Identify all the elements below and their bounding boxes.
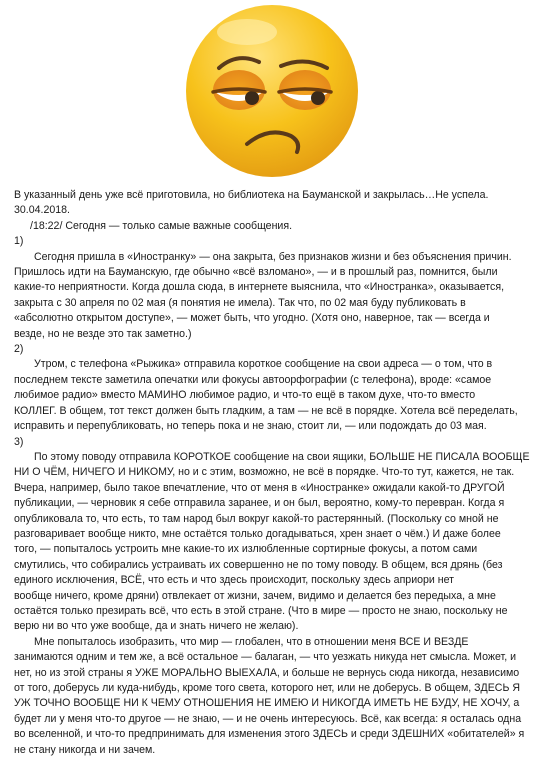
text-line: По этому поводу отправила КОРОТКОЕ сообщение на свои ящики, БОЛЬШЕ НЕ ПИСАЛА ВООБЩЕ — [34, 450, 530, 463]
text-line: опубликовала то, что есть, то там народ был вокруг какой-то растерянный. (Поскольку со мной не — [14, 512, 499, 525]
text-line: того, — попыталось устроить мне какие-то их излюбленные сортирные фокусы, а потом сами — [14, 543, 478, 556]
skeptical-emoji-icon — [177, 2, 367, 180]
text-line: вообще ничего, кроме дряни) отвлекает от жизни, зачем, видимо и делается без передыха, а мне — [14, 589, 496, 602]
text-line: не стану никогда и ни зачем. — [14, 743, 156, 756]
text-line: нет, но из этой страны я УЖЕ МОРАЛЬНО ВЫЕХАЛА, и больше не вернусь сюда никогда, независимо — [14, 666, 520, 679]
right-iris — [311, 91, 325, 105]
section-header: /18:22/ Сегодня — только самые важные сообщения. — [30, 219, 293, 232]
item-number-3: 3) — [14, 435, 24, 448]
text-line: верю ни во что уже вообще, да и знать ничего не желаю). — [14, 620, 299, 633]
text-line: будет ли у меня что-то другое — не знаю, — и не очень интересуюсь. Всё, как всегда: я осталась одна — [14, 712, 522, 725]
text-line: Утром, с телефона «Рыжика» отправила короткое сообщение на свои адреса — о том, что в — [34, 358, 493, 371]
text-line: везде, но не везде это так заметно.) — [14, 327, 192, 340]
paragraph-1 — [14, 250, 538, 342]
item-number-2: 2) — [14, 343, 24, 356]
text-line: КОЛЛЕГ. В общем, тот текст должен быть гладким, а там — не всё в порядке. Хотела всё переделать, — [14, 404, 518, 417]
text-line: во вселенной, и что-то предпринимать для изменения этого ЗДЕСЬ и среди ЗДЕШНИХ «обитателей» я — [14, 728, 525, 741]
paragraph-4 — [14, 635, 538, 758]
text-line: последнем тексте заметила опечатки или фокусы автоорфографии (с телефона), вроде: «самое — [14, 373, 492, 386]
item-number-1: 1) — [14, 235, 24, 248]
text-line: занимаются одним и тем же, а всё остальное — балаган, — что уезжать никуда нет смысла. Может, и — [14, 651, 517, 664]
text-line: смутились, что собирались устраивать их совершенно не по тому поводу. В общем, вся дрянь (без — [14, 558, 503, 571]
left-iris — [245, 91, 259, 105]
text-line: любимое радио» вместо МАМИНО любимое радио, и что-то ещё в таком духе, что-то вместо — [14, 389, 476, 402]
text-line: Сегодня пришла в «Иностранку» — она закрыта, без признаков жизни и без объяснения причин. — [34, 250, 512, 263]
text-line: исправить и перепубликовать, но теперь пока и не знаю, стоит ли, — или подождать до 03 мая. — [14, 420, 487, 433]
text-line: публикации, — черновик я себе отправила заранее, и он был, вероятно, кому-то перевран. Когда я — [14, 497, 505, 510]
intro-date: 30.04.2018. — [14, 204, 70, 217]
paragraph-3 — [14, 450, 538, 635]
emoji-highlight — [217, 19, 277, 45]
document-text — [14, 188, 538, 758]
text-line: разговаривает вообще никто, мне остаётся только догадываться, хрен знает о чём.) И даже более — [14, 527, 501, 540]
paragraph-2 — [14, 357, 538, 434]
text-line: Мне попыталось изобразить, что мир — глобален, что в отношении меня ВСЕ И ВЕЗДЕ — [34, 635, 469, 648]
text-line: Вчера, например, было такое впечатление, что от меня в «Иностранке» ожидали какой-то ДРУГОЙ — [14, 481, 505, 494]
text-line: единого исключения, ВСЁ, что есть и что здесь происходит, поскольку здесь априори нет — [14, 574, 454, 587]
text-line: закрыта с 30 апреля по 02 мая (я понятия не имела). Так что, по 02 мая буду публиковать в — [14, 296, 466, 309]
text-line: УЖ ТОЧНО ВООБЩЕ НИ К ЧЕМУ ОТНОШЕНИЯ НЕ ИМЕЮ И НИКОГДА ИМЕТЬ НЕ БУДУ, НЕ ХОЧУ, а — [14, 697, 520, 710]
text-line: НИ О ЧЁМ, НИЧЕГО И НИКОМУ, но и с этим, возможно, не всё в порядке. Что-то тут, кажется, не так. — [14, 466, 515, 479]
text-line: от того, доберусь ли куда-нибудь, кроме того света, которого нет, или не доберусь. В общем, ЗДЕСЬ Я — [14, 682, 520, 694]
intro-line: В указанный день уже всё приготовила, но библиотека на Бауманской и закрылась…Не успела. — [14, 189, 489, 201]
text-line: остаётся только презирать всё, что есть в этой стране. (Что в мире — просто не знаю, поскольку не — [14, 604, 508, 617]
text-line: какие-то неприятности. Когда дошла сюда, в интернете выяснила, что «Иностранка», оказывается, — [14, 281, 505, 294]
text-line: «абсолютно открытом доступе», — может быть, что угодно. (Хотя оно, наверное, так — всегда и — [14, 312, 490, 325]
text-line: Пришлось идти на Бауманскую, где обычно «всё взломано», — и в прошлый раз, помнится, были — [14, 266, 498, 279]
